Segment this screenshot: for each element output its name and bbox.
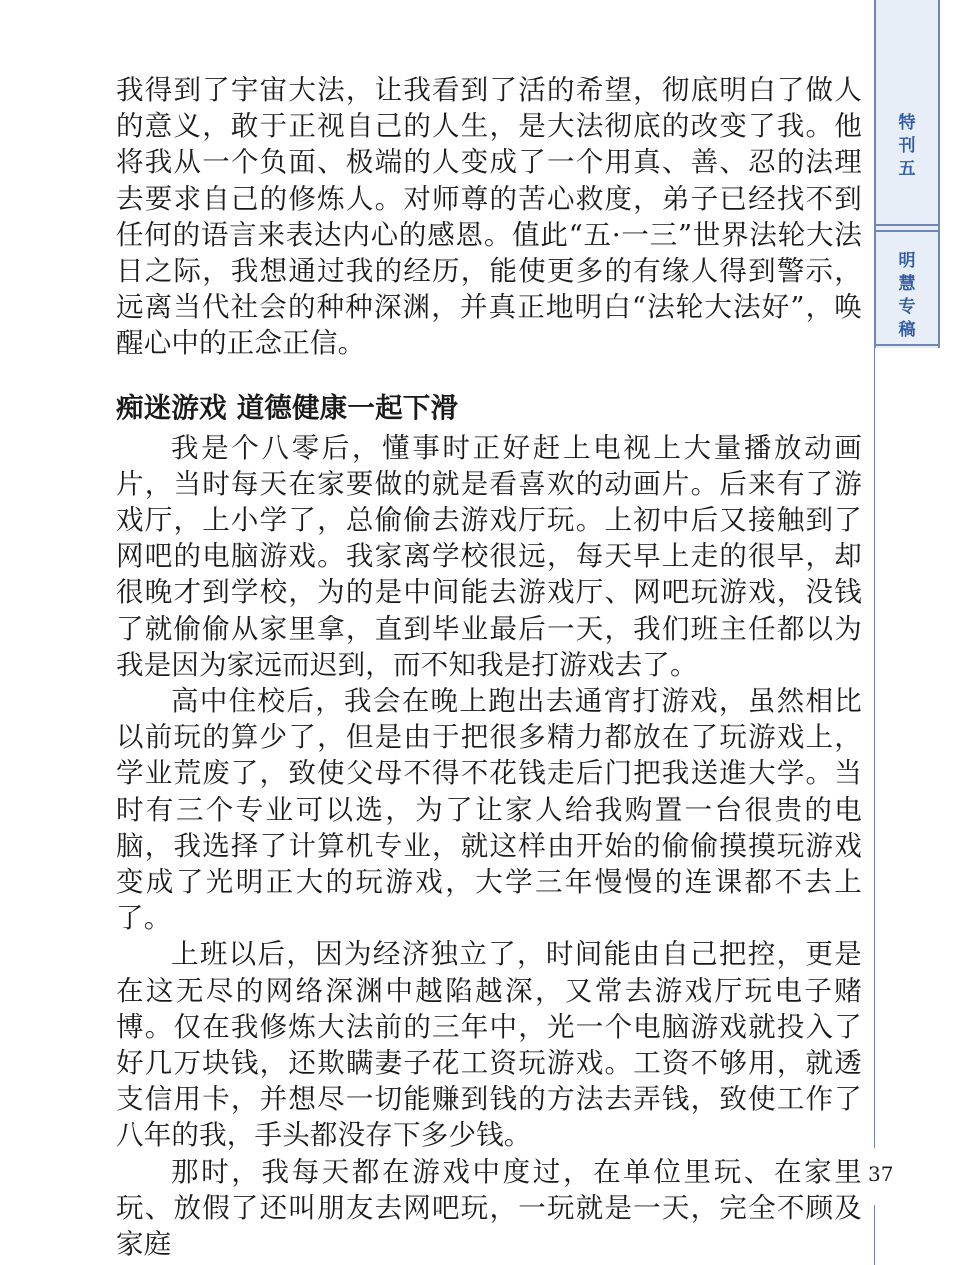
side-tab-char: 明: [898, 251, 916, 271]
margin-rule: [874, 1205, 875, 1265]
body-paragraph: 那时，我每天都在游戏中度过，在单位里玩、在家里玩、放假了还叫朋友去网吧玩，一玩就是一天，完全不顾及家庭: [116, 1155, 862, 1261]
opening-paragraph: 我得到了宇宙大法，让我看到了活的希望，彻底明白了做人的意义，敢于正视自己的人生，是大法彻底的改变了我。他将我从一个负面、极端的人变成了一个用真、善、忍的法理去要求自己的修炼人。对师尊的苦心救度，弟子已经找不到任何的语言来表达内心的感恩。值此“五·一三”世界法轮大法日之际，我想通过我的经历，能使更多的有缘人得到警示，远离当代社会的种种深渊，并真正地明白“法轮大法好”，唤醒心中的正念正信。: [116, 74, 862, 360]
section-heading: 痴迷游戏 道德健康一起下滑: [116, 391, 459, 424]
side-tab-special-issue: [876, 112, 938, 181]
side-tab: [874, 0, 940, 348]
side-tab-divider: [876, 230, 938, 232]
side-tab-char: 稿: [898, 320, 916, 340]
side-tab-char: 专: [898, 297, 916, 317]
page-number: 37: [868, 1162, 894, 1186]
side-tab-char: 慧: [898, 274, 916, 294]
margin-rule: [874, 348, 875, 1148]
side-tab-char: 刊: [898, 136, 916, 156]
side-tab-char: 特: [898, 113, 916, 133]
body-paragraph: 高中住校后，我会在晚上跑出去通宵打游戏，虽然相比以前玩的算少了，但是由于把很多精力都放在了玩游戏上，学业荒废了，致使父母不得不花钱走后门把我送進大学。当时有三个专业可以选，为了让家人给我购置一台很贵的电脑，我选择了计算机专业，就这样由开始的偷偷摸摸玩游戏变成了光明正大的玩游戏，大学三年慢慢的连课都不去上了。: [116, 685, 862, 935]
side-tab-char: 五: [898, 159, 916, 179]
side-tab-divider: [876, 344, 938, 346]
side-tab-minghui-manuscript: [876, 250, 938, 342]
side-tab-divider: [876, 224, 938, 226]
page-body: [116, 72, 862, 1262]
body-paragraph: 上班以后，因为经济独立了，时间能由自己把控，更是在这无尽的网络深渊中越陷越深，又常去游戏厅玩电子赌博。仅在我修炼大法前的三年中，光一个电脑游戏就投入了好几万块钱，还欺瞒妻子花工资玩游戏。工资不够用，就透支信用卡，并想尽一切能赚到钱的方法去弄钱，致使工作了八年的我，手头都没存下多少钱。: [116, 938, 862, 1152]
body-paragraph: 我是个八零后，懂事时正好赶上电视上大量播放动画片，当时每天在家要做的就是看喜欢的动画片。后来有了游戏厅，上小学了，总偷偷去游戏厅玩。上初中后又接触到了网吧的电脑游戏。我家离学校很远，每天早上走的很早，却很晚才到学校，为的是中间能去游戏厅、网吧玩游戏，没钱了就偷偷从家里拿，直到毕业最后一天，我们班主任都以为我是因为家远而迟到，而不知我是打游戏去了。: [116, 431, 862, 681]
